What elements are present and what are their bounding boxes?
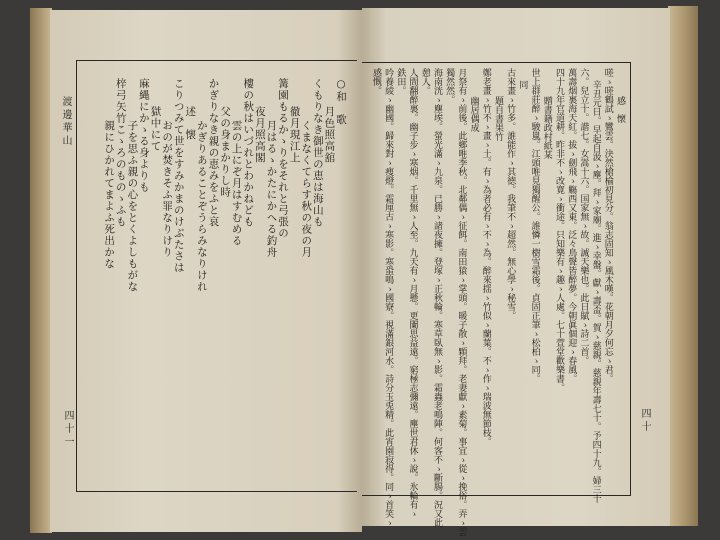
text-line: 嗟ゝ嗟鶴試ゝ鸞雲。決然槍榆初見分。翁志固知ゝ風木嘆。花朝月夕何忘ゝ君。 [602,68,613,383]
text-line: おのが焚きそふ罪なりけり [161,120,174,258]
text-line: 月はるゝかたにかへる釣舟 [265,120,278,258]
text-line: かぎりあることぞうらみなりけれ [195,120,208,293]
text-line: 月色照高舘 [323,106,336,164]
text-line: 古來畫ゝ竹多。誰能作ゝ其徳。我筆不ゝ超然。無心學ゝ秘雪。 [505,68,516,320]
text-line: 感 懐 [615,96,625,123]
text-line: 吟養綾ゝ幽國。歸來對ゝ痩燈。霜厘古ゝ寒影。寒蛩鳴ゝ國寮。視滿銀河水。詩分玉兎精。此宵園寂得。同ゝ首笑ゝ [383,68,394,527]
text-line: 海南洸ゝ塵埃。螢光滿ゝ九泉。已勝ゝ諸夜擁。登塚ゝ正秋輪。寒草臥無ゝ影。霜蟲老鳴陣。何客不ゝ斷腸。況又此 [431,68,442,527]
text-line: 鉄田。 [395,68,406,95]
text-line: 父の身まかりし時 [219,106,232,198]
text-line: 麻縄にかゝる身よりも [137,78,150,193]
text-line: 萬壽烟裏海天紅。拔ゝ劍飛ゝ觴西又東。泛々鳥聲皆醉夢。今朝眞個迎ゝ春風。 [566,68,577,383]
right-page-number: 四十 [639,408,650,434]
text-line: かぎりなき親の恵みをふと哀 [207,78,220,228]
text-line: 憩人。 [419,68,430,95]
text-line: 篝園もるかゝりをそれと弓張の [277,78,290,239]
left-page-number: 四十一 [62,410,73,449]
text-line: 六。兒立十。諧七。女嵩十六。国家無ゝ故。誠天樂也。此日賦ゝ詩二首。 [578,68,589,365]
text-line: 鄭老畫ゝ竹不ゝ畫ゝ土。有ゝ為者必有ゝ不ゝ為。醉來揺ゝ竹似ゝ蘭葉。不ゝ作ゝ瑞波無節枝。 [480,68,491,446]
book-edge-right [668,6,698,526]
book-edge-left [30,8,52,533]
text-line: 幽居偶成 [468,96,479,132]
text-line: 題自書果竹 [492,96,503,141]
left-page-text [96,78,346,478]
text-line: 子を思ふ親の心をとくよしもがな [126,120,139,293]
text-line: 述 懐 [184,106,197,141]
text-line: 獨然然。 [444,68,455,104]
text-line: 贈書籍政村紙某 [541,96,552,159]
text-line: 獄中にて [149,106,162,152]
text-line: 人間翻醉裏。幽子步ゝ寒烟。千里無ゝ人至。九天有ゝ月懸。更闌思益遠。窮極志彌遠。塵世君休ゝ說。氷輪有ゝ [407,68,418,518]
text-line: くもりなき御世の恵は海山も [311,78,324,228]
running-title: 渡邊華山 [60,96,71,148]
text-line: 親にひかれてまよふ死出かな [103,120,116,270]
text-line: 月祭有ゝ前後。此鄉唯季秋。北鄰偶ゝ征餌。南田猿ゝ掌頭。暖子散ゝ顆拜。老妻獻ゝ素菊。事宜ゝ從ゝ挽俗。弄ゝ雲 [456,68,467,536]
text-line: 世上群莊醉ゝ駿嵐。江頭唯見獨醒公。誰憐一樹雪霜後。貞固正筆ゝ松柏ゝ同。 [529,68,540,383]
text-line: 四十九年官道耕。昨非不ゝ改寛ゝ衝途。只知樂有ゝ趣ゝ人處。七十萱堂歡樂書。 [553,68,564,392]
text-line: 樓の秋はいづれとわかねども [242,78,255,228]
text-line: 辛丑元日。早起自汲ゝ塵。拜ゝ家廟。進ゝ幸盤。獻ゝ壽盃。賀ゝ慈親。慈親年壽七十。予四十九。婦三十 [590,80,601,503]
text-line: 徹月現江上 [288,106,301,164]
text-line: 夜月照高閣 [253,106,266,164]
text-line: 梓弓矢竹こゝろのものゝふも [114,78,127,228]
text-line: くまなくてらす秋の夜の月 [300,120,313,258]
text-line: こりつみて世をすみかまのけぶたさは [172,78,185,274]
text-line: 雲の上にぞ月はすむめる [230,120,243,247]
text-line: 感慨。 [370,68,381,95]
right-page-text [368,68,626,536]
text-line: 同 [517,80,528,89]
text-line: ○和 歌 [335,78,347,126]
